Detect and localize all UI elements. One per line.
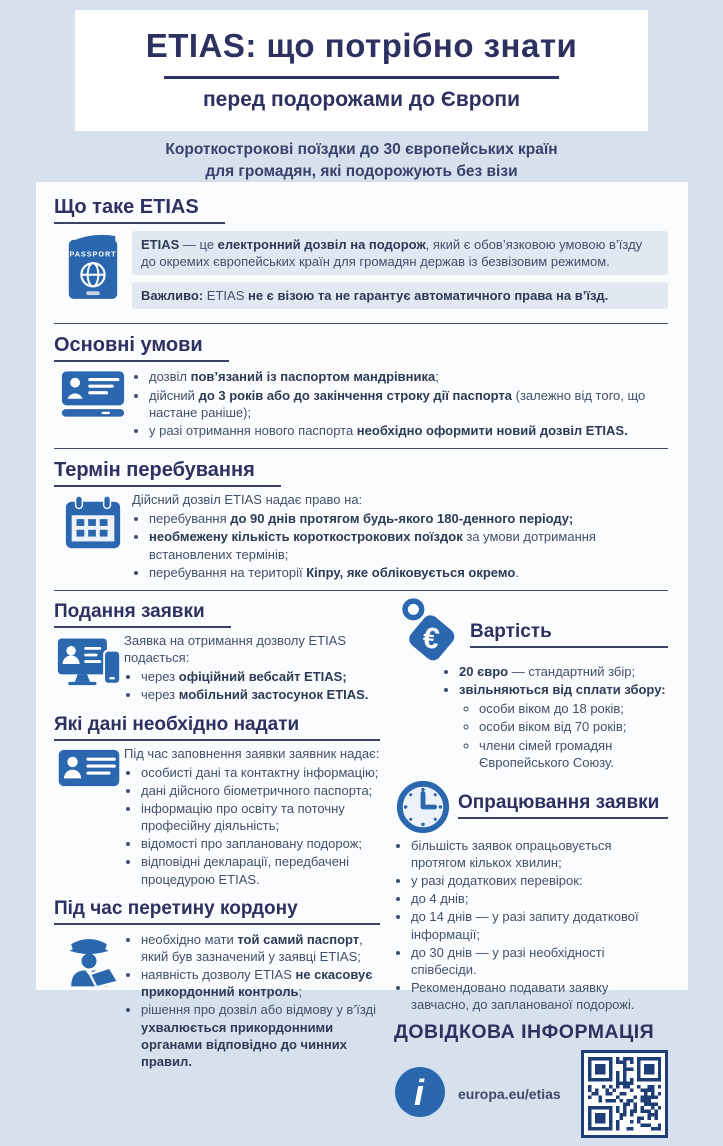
list-item: • дані дійсного біометричного паспорта;: [141, 782, 380, 799]
processing-list: [394, 837, 668, 1014]
list-item: • необхідно мати той самий паспорт, який був зазначений у заявці ETIAS;: [141, 931, 380, 965]
etias-definition: ETIAS — це електронний дозвіл на подорож, який є обов’язковою умовою в’їзду до окремих європейських країн для громадян держав із безвізовим режимом.: [132, 231, 668, 275]
page-title: ETIAS: що потрібно знати: [145, 27, 578, 64]
svg-text:€: €: [420, 620, 442, 656]
tagline-line-1: Короткострокові поїздки до 30 європейських країн: [165, 141, 558, 158]
section-heading: Опрацювання заявки: [458, 792, 668, 819]
duration-intro: Дійсний дозвіл ETIAS надає право на:: [132, 492, 363, 508]
required-data-intro: Під час заповнення заявки заявник надає:: [124, 745, 380, 761]
list-item: • інформацію про освіту та поточну професійну діяльність;: [141, 800, 380, 834]
list-item: ◦ члени сімей громадян Європейського Союзу.: [479, 737, 668, 771]
list-item: • 20 євро — стандартний збір;: [459, 663, 668, 680]
list-item: • відомості про заплановану подорож;: [141, 835, 380, 852]
list-item: • дозвіл пов’язаний із паспортом мандрівника;: [149, 368, 668, 385]
section-heading: Які дані необхідно надати: [54, 714, 380, 741]
list-item: • звільняються від сплати збору:: [459, 681, 668, 698]
section-duration-of-stay: [54, 455, 668, 583]
header-card: [75, 10, 648, 131]
calendar-icon: [54, 491, 132, 553]
section-what-is-etias: [54, 192, 668, 316]
section-application: [54, 597, 380, 706]
etias-url: europa.eu/etias: [458, 1086, 561, 1103]
section-heading: ДОВІДКОВА ІНФОРМАЦІЯ: [394, 1021, 655, 1044]
section-required-data: [54, 714, 380, 890]
title-divider: [164, 76, 559, 79]
section-heading: Подання заявки: [54, 601, 231, 628]
etias-important-note: Важливо: ETIAS не є візою та не гарантує автоматичного права на в’їзд.: [132, 282, 668, 309]
list-item: • до 30 днів — у разі необхідності співбесіди.: [411, 944, 668, 978]
list-item: • більшість заявок опрацьовується протягом кількох хвилин;: [411, 837, 668, 871]
list-item: • у разі додаткових перевірок:: [411, 872, 668, 889]
section-heading: Що таке ETIAS: [54, 196, 225, 224]
list-item: • необмежену кількість короткострокових поїздок за умови дотримання встановлених термінів;: [149, 528, 668, 562]
border-list: [124, 931, 380, 1070]
section-divider: [54, 323, 668, 324]
section-heading: Термін перебування: [54, 459, 281, 487]
application-intro: Заявка на отримання дозволу ETIAS подається:: [124, 632, 347, 666]
section-reference-info: [394, 1021, 668, 1138]
left-column: [54, 597, 380, 1146]
cost-exemptions-list: [459, 700, 668, 771]
right-column: [394, 597, 668, 1146]
list-item: • до 14 днів — у разі запиту додаткової інформації;: [411, 908, 668, 942]
cost-list: [442, 663, 668, 771]
section-cost: [394, 597, 668, 771]
list-item: • особисті дані та контактну інформацію;: [141, 764, 380, 781]
list-item: • відповідні декларації, передбачені процедурою ETIAS.: [141, 853, 380, 887]
price-tag-icon: [394, 597, 464, 675]
list-item: ◦ особи віком від 70 років;: [479, 718, 668, 735]
conditions-list: [132, 368, 668, 439]
section-heading: Під час перетину кордону: [54, 898, 380, 925]
duration-list: [132, 510, 668, 581]
list-item: • рішення про дозвіл або відмову у в’їзді ухвалюється прикордонними органами відповідно до чинних правил.: [141, 1001, 380, 1070]
section-main-conditions: [54, 330, 668, 441]
list-item: • через офіційний вебсайт ETIAS;: [141, 668, 380, 685]
clock-icon: [394, 779, 452, 835]
list-item: • перебування до 90 днів протягом будь-якого 180-денного періоду;: [149, 510, 668, 527]
list-item: • Рекомендовано подавати заявку завчасно, до запланованої подорожі.: [411, 979, 668, 1013]
tagline: [0, 139, 723, 184]
tagline-line-2: для громадян, які подорожують без візи: [205, 163, 518, 181]
id-card-icon: [54, 366, 132, 420]
border-guard-icon: [54, 929, 124, 991]
section-heading: Основні умови: [54, 334, 229, 362]
list-item: • наявність дозволу ETIAS не скасовує прикордонний контроль;: [141, 966, 380, 1000]
svg-text:PASSPORT: PASSPORT: [69, 249, 117, 259]
list-item: • дійсний до 3 років або до закінчення строку дії паспорта (залежно від того, що настане раніше);: [149, 387, 668, 421]
id-card-icon: [54, 745, 124, 789]
section-divider: [54, 590, 668, 591]
list-item: • перебування на території Кіпру, яке обліковується окремо.: [149, 564, 668, 581]
section-divider: [54, 448, 668, 449]
qr-code: [581, 1050, 669, 1138]
section-border-crossing: [54, 898, 380, 1072]
application-list: [124, 668, 380, 703]
list-item: • до 4 днів;: [411, 890, 668, 907]
info-icon: [394, 1066, 446, 1123]
content-panel: [36, 182, 688, 1113]
list-item: • через мобільний застосунок ETIAS.: [141, 686, 380, 703]
svg-text:i: i: [413, 1071, 425, 1113]
page-subtitle: перед подорожами до Європи: [203, 88, 520, 111]
section-heading: Вартість: [470, 621, 668, 648]
passport-icon: [54, 228, 132, 304]
computer-phone-icon: [54, 632, 124, 692]
list-item: • у разі отримання нового паспорта необхідно оформити новий дозвіл ETIAS.: [149, 422, 668, 439]
section-processing: [394, 779, 668, 1014]
required-data-list: [124, 764, 380, 888]
list-item: ◦ особи віком до 18 років;: [479, 700, 668, 717]
